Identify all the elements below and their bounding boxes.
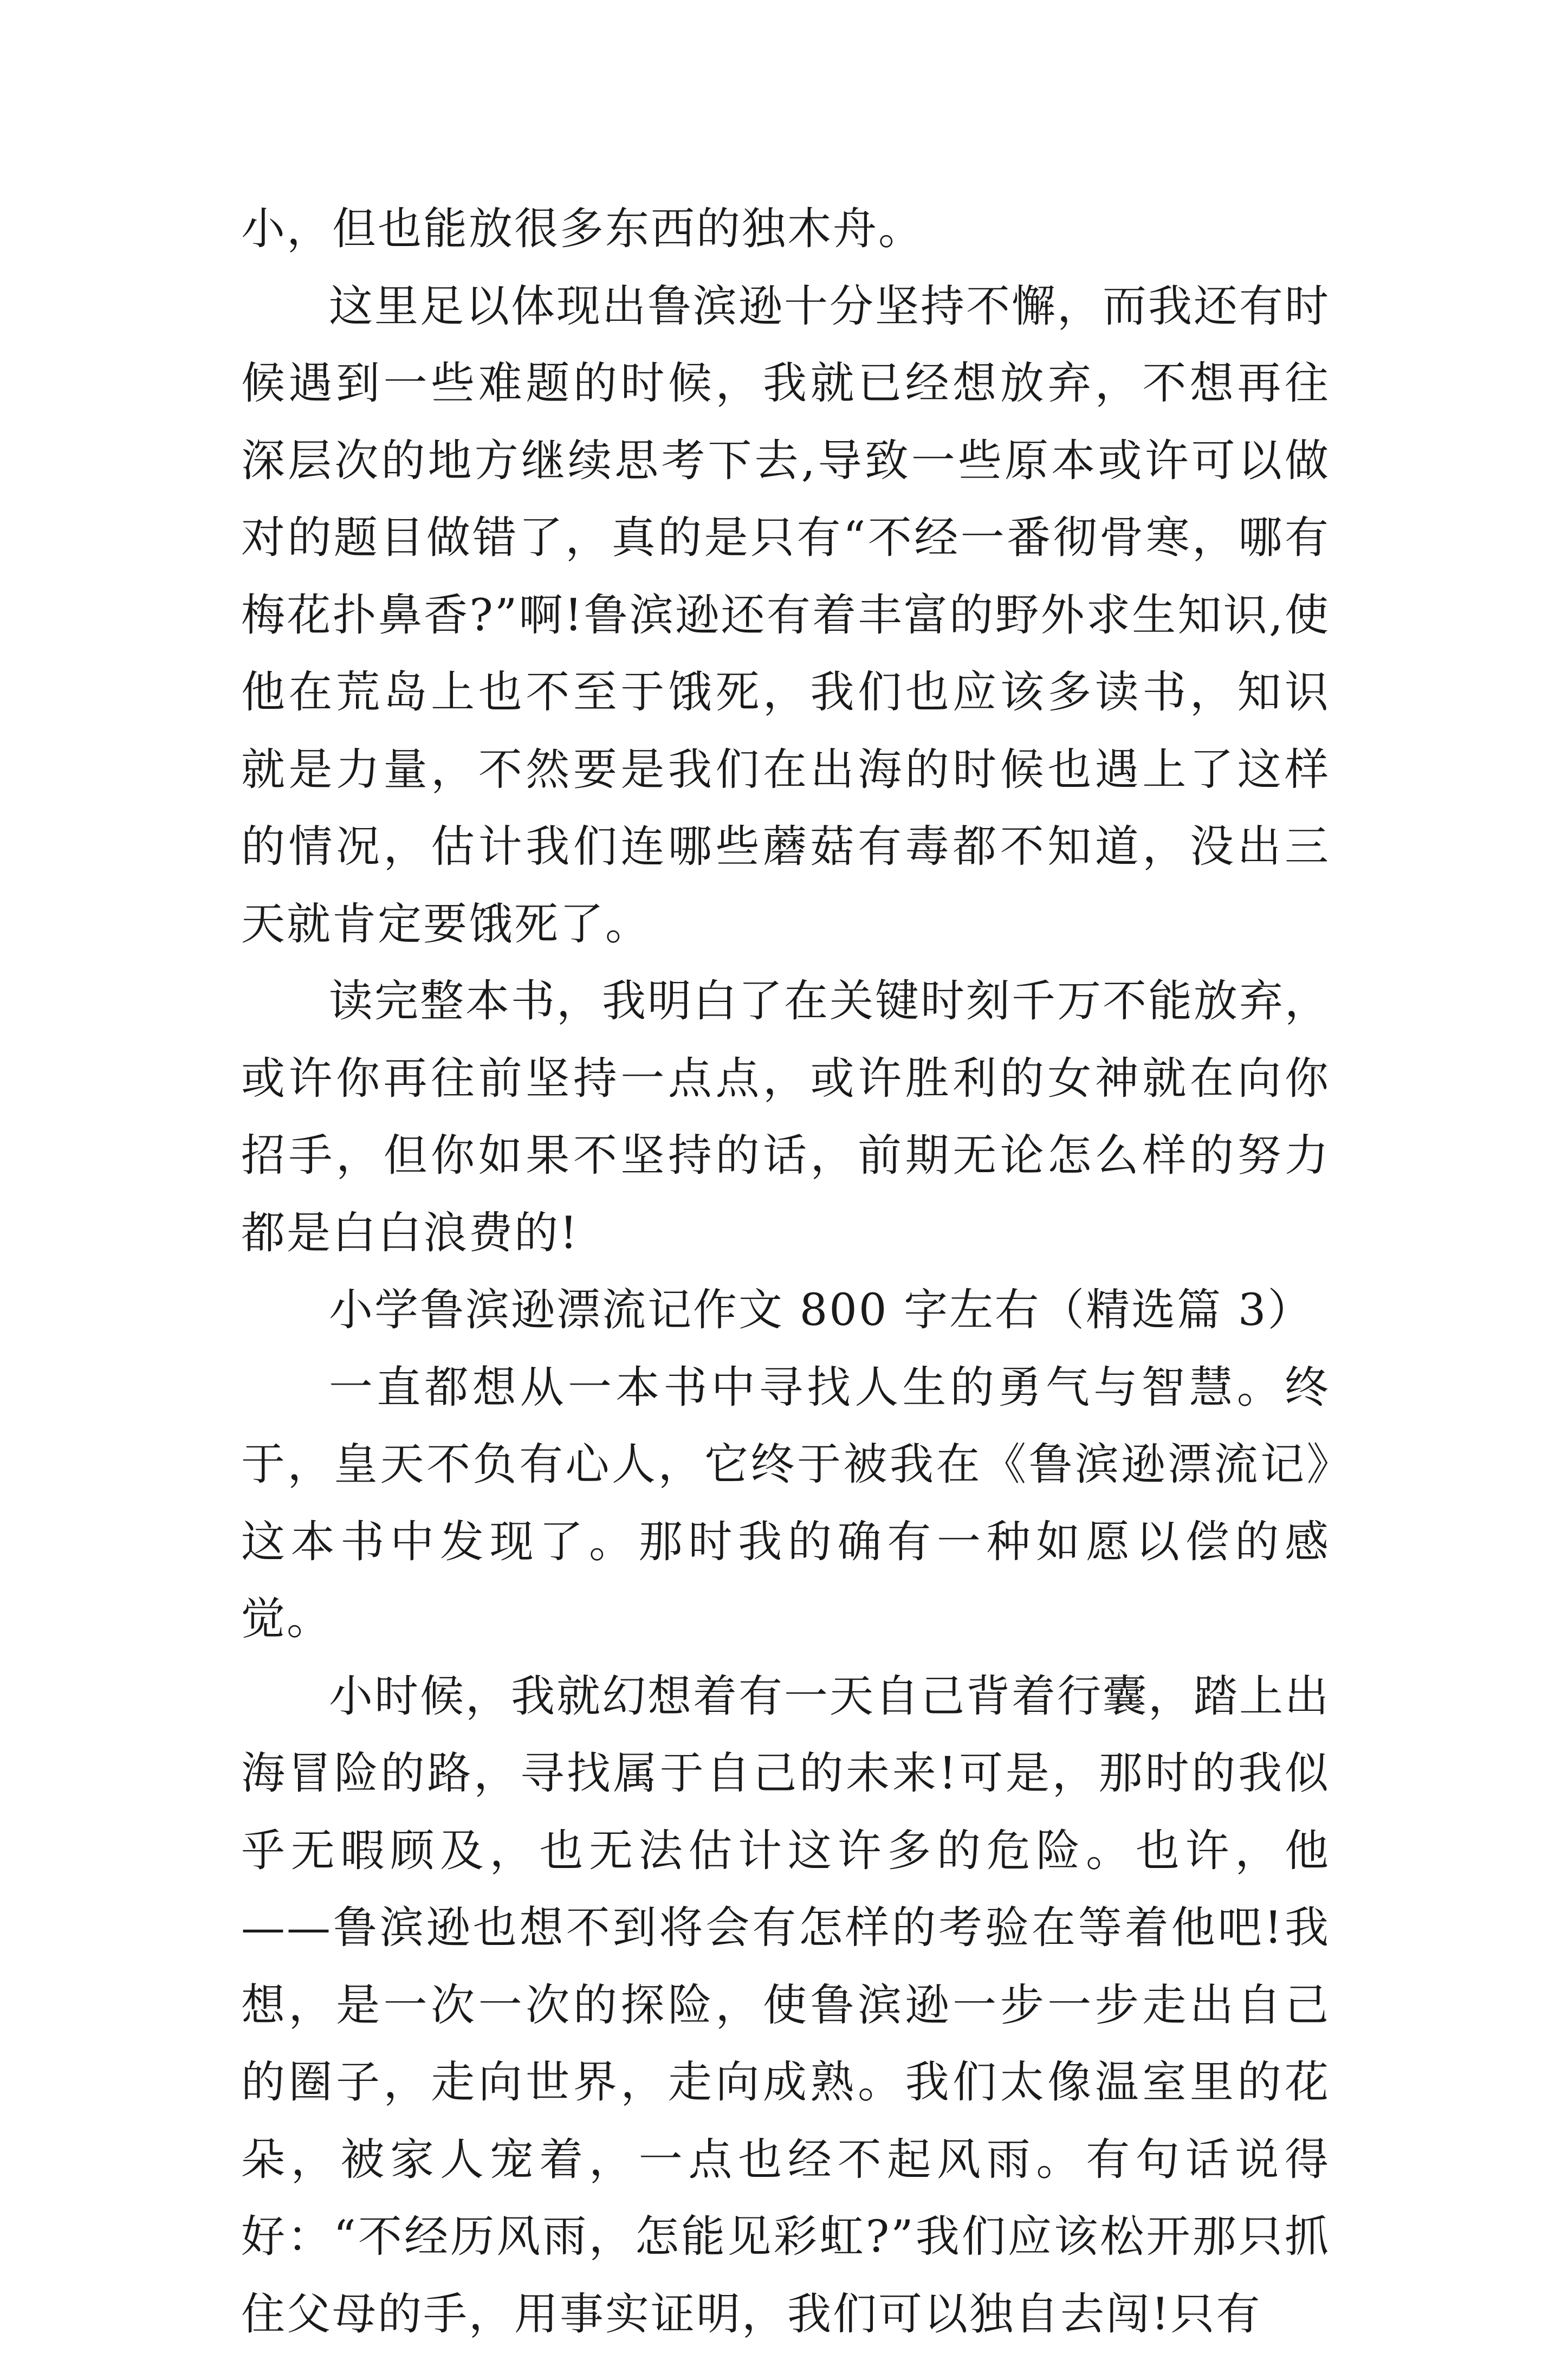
paragraph: 这里足以体现出鲁滨逊十分坚持不懈，而我还有时候遇到一些难题的时候，我就已经想放弃，不想再往深层次的地方继续思考下去,导致一些原本或许可以做对的题目做错了，真的是只有“不经一番彻骨寒，哪有梅花扑鼻香?”啊!鲁滨逊还有着丰富的野外求生知识,使他在荒岛上也不至于饿死，我们也应该多读书，知识就是力量，不然要是我们在出海的时候也遇上了这样的情况，估计我们连哪些蘑菇有毒都不知道，没出三天就肯定要饿死了。 bbox=[241, 268, 1330, 964]
paragraph: 小时候，我就幻想着有一天自己背着行囊，踏上出海冒险的路，寻找属于自己的未来!可是，那时的我似乎无暇顾及，也无法估计这许多的危险。也许，他——鲁滨逊也想不到将会有怎样的考验在等着他吧!我想，是一次一次的探险，使鲁滨逊一步一步走出自己的圈子，走向世界，走向成熟。我们太像温室里的花朵，被家人宠着，一点也经不起风雨。有句话说得好：“不经历风雨，怎能见彩虹?”我们应该松开那只抓住父母的手，用事实证明，我们可以独自去闯!只有 bbox=[241, 1658, 1330, 2353]
paragraph-continuation: 小，但也能放很多东西的独木舟。 bbox=[241, 191, 1330, 268]
paragraph: 一直都想从一本书中寻找人生的勇气与智慧。终于，皇天不负有心人，它终于被我在《鲁滨逊漂流记》这本书中发现了。那时我的确有一种如愿以偿的感觉。 bbox=[241, 1349, 1330, 1658]
paragraph: 读完整本书，我明白了在关键时刻千万不能放弃，或许你再往前坚持一点点，或许胜利的女神就在向你招手，但你如果不坚持的话，前期无论怎么样的努力都是白白浪费的! bbox=[241, 963, 1330, 1272]
section-heading: 小学鲁滨逊漂流记作文 800 字左右（精选篇 3） bbox=[241, 1272, 1330, 1349]
essay-body bbox=[241, 191, 1330, 2353]
